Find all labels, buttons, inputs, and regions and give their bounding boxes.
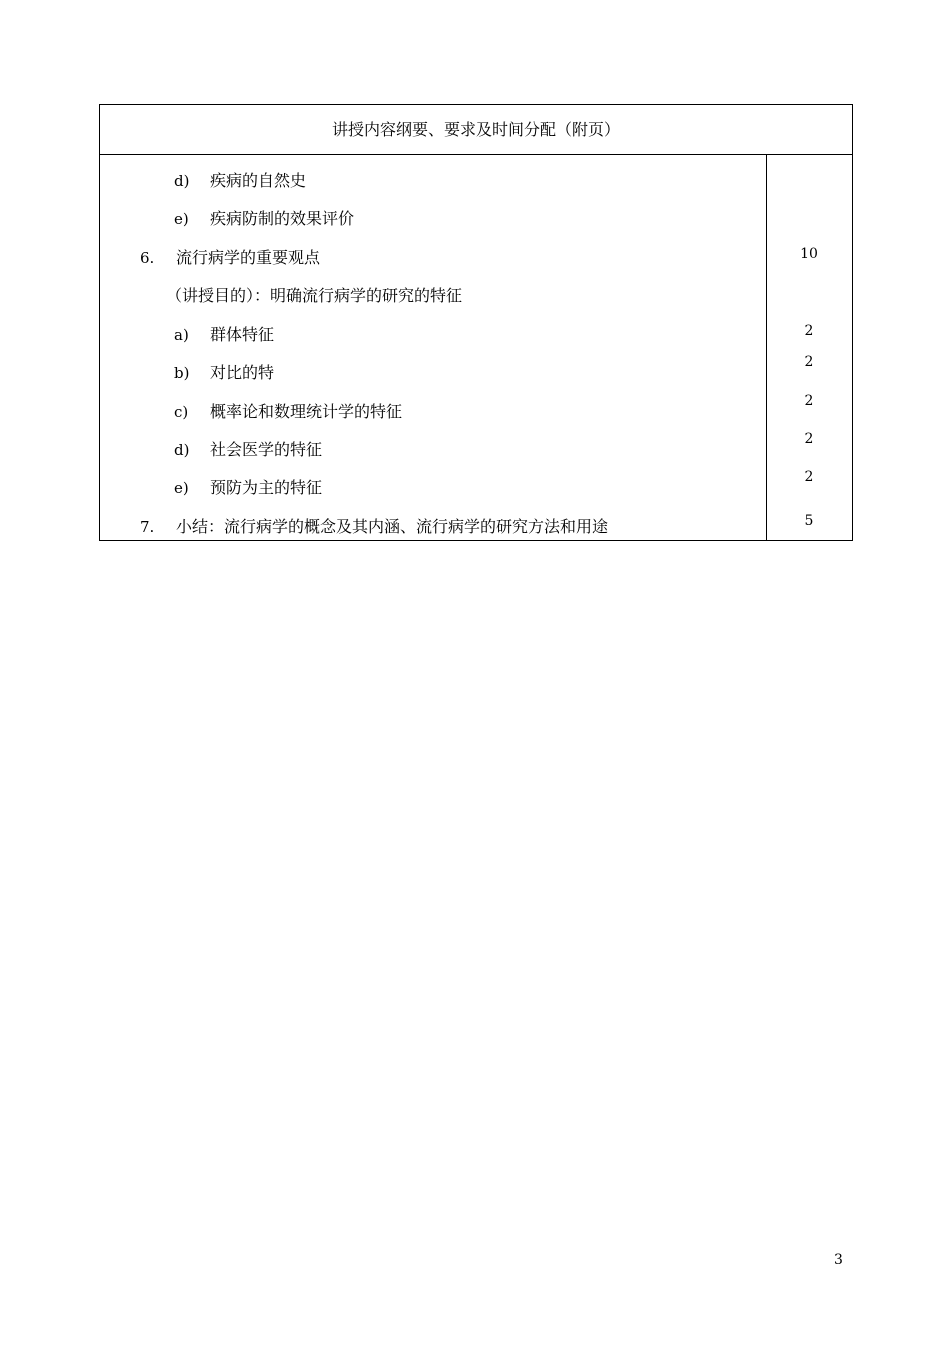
row-marker: 7.: [140, 518, 155, 536]
row-marker: e): [174, 479, 189, 497]
row-text: 概率论和数理统计学的特征: [210, 402, 403, 421]
row-text: 社会医学的特征: [210, 440, 323, 459]
outline-table: [99, 104, 853, 541]
row-text: 小结：流行病学的概念及其内涵、流行病学的研究方法和用途: [176, 517, 609, 536]
row-text: 群体特征: [210, 325, 275, 344]
row-text: 流行病学的重要观点: [176, 248, 321, 267]
row-minutes: 2: [804, 431, 814, 447]
row-minutes: 10: [800, 246, 818, 262]
row-marker: d): [174, 441, 190, 459]
row-marker: e): [174, 210, 189, 228]
row-text: 预防为主的特征: [210, 478, 323, 497]
row-marker: c): [174, 403, 189, 421]
row-marker: d): [174, 172, 190, 190]
page-number: 3: [834, 1252, 843, 1268]
row-marker: 6.: [140, 249, 155, 267]
row-text: （讲授目的）：明确流行病学的研究的特征: [166, 286, 463, 305]
row-text: 对比的特: [210, 363, 275, 382]
row-minutes: 2: [804, 323, 814, 339]
row-minutes: 2: [804, 393, 814, 409]
row-text: 疾病的自然史: [210, 171, 307, 190]
row-text: 疾病防制的效果评价: [210, 209, 355, 228]
row-marker: a): [174, 326, 189, 344]
row-minutes: 5: [804, 513, 814, 529]
row-minutes: 2: [804, 469, 814, 485]
row-marker: b): [174, 364, 190, 382]
table-header: 讲授内容纲要、要求及时间分配（附页）: [100, 105, 852, 155]
row-minutes: 2: [804, 354, 814, 370]
